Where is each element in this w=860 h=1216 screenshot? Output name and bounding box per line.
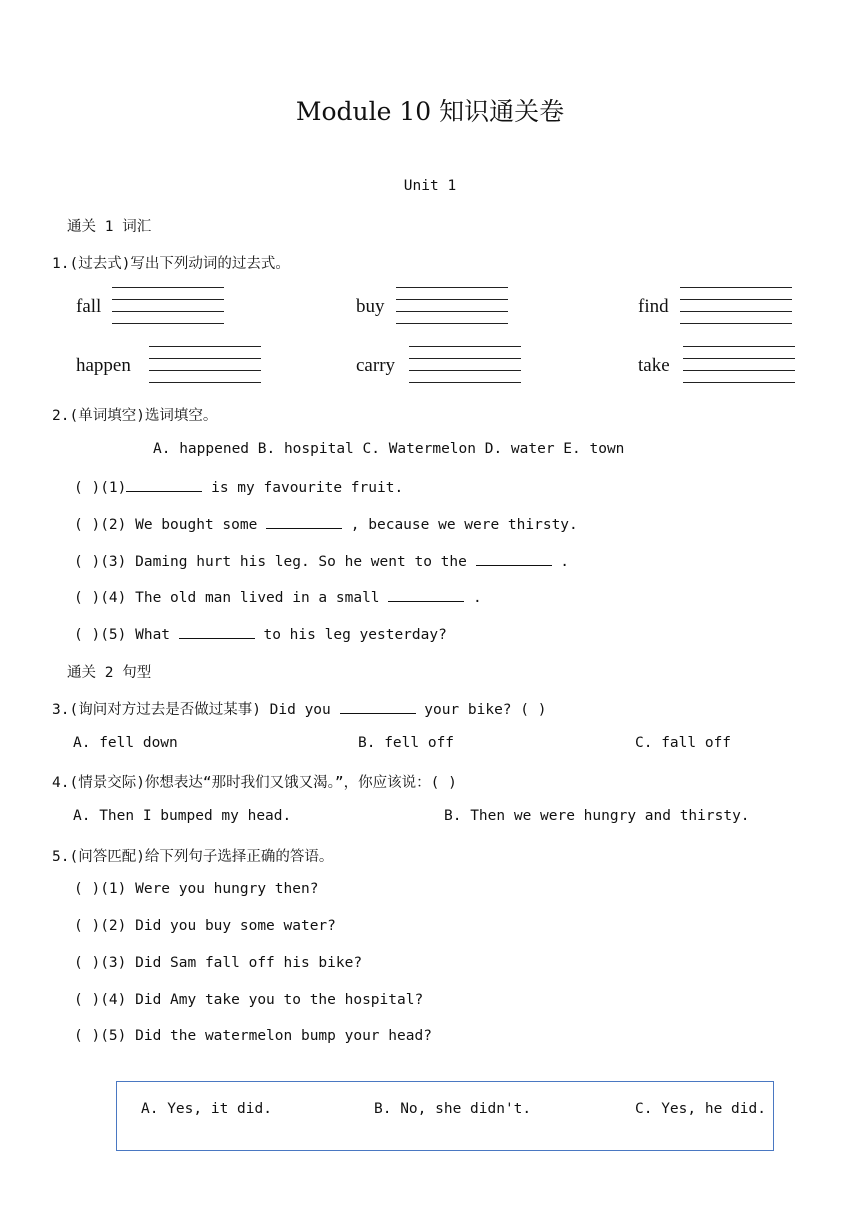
q2-word-options: A. happened B. hospital C. Watermelon D. water E. town: [153, 441, 625, 457]
q2-item-4: [74, 588, 482, 606]
q2-item-1: [74, 478, 403, 496]
answer-lines-fall[interactable]: [112, 287, 224, 335]
section-vocabulary-heading: 通关 1 词汇: [67, 219, 152, 235]
q2-item-3-post: .: [551, 554, 570, 570]
q3-blank[interactable]: [340, 700, 416, 714]
q2-item-5: [74, 625, 447, 643]
q5-item-4: ( )(4) Did Amy take you to the hospital?: [74, 992, 424, 1008]
q2-item-4-blank[interactable]: [388, 588, 464, 602]
answer-lines-find[interactable]: [680, 287, 792, 335]
answer-lines-carry[interactable]: [409, 346, 521, 394]
q5-item-1: ( )(1) Were you hungry then?: [74, 881, 319, 897]
q2-prompt: 2.(单词填空)选词填空。: [52, 408, 218, 424]
q1-prompt: 1.(过去式)写出下列动词的过去式。: [52, 256, 290, 272]
answer-c: C. Yes, he did.: [635, 1101, 766, 1117]
q3-option-a[interactable]: A. fell down: [73, 735, 178, 751]
q5-item-2: ( )(2) Did you buy some water?: [74, 918, 336, 934]
answer-a: A. Yes, it did.: [141, 1101, 272, 1117]
q2-item-2-post: , because we were thirsty.: [342, 517, 578, 533]
q2-item-5-blank[interactable]: [179, 625, 255, 639]
verb-find: find: [638, 296, 669, 317]
answer-lines-buy[interactable]: [396, 287, 508, 335]
page-title: Module 10 知识通关卷: [295, 97, 565, 126]
verb-take: take: [638, 355, 670, 376]
verb-buy: buy: [356, 296, 385, 317]
q2-item-2: [74, 515, 578, 533]
q2-item-1-blank[interactable]: [126, 478, 202, 492]
q2-item-1-post: is my favourite fruit.: [202, 480, 404, 496]
q2-item-5-post: to his leg yesterday?: [254, 627, 447, 643]
verb-happen: happen: [76, 355, 131, 376]
q2-item-4-post: .: [464, 590, 482, 606]
q4-prompt: 4.(情景交际)你想表达“那时我们又饿又渴。”，你应该说：( ): [52, 775, 457, 791]
q3-option-c[interactable]: C. fall off: [635, 735, 732, 751]
q2-item-3-blank[interactable]: [476, 552, 552, 566]
verb-carry: carry: [356, 355, 396, 376]
q4-option-b[interactable]: B. Then we were hungry and thirsty.: [444, 808, 750, 824]
answer-b: B. No, she didn't.: [374, 1101, 532, 1117]
answer-lines-take[interactable]: [683, 346, 795, 394]
answer-lines-happen[interactable]: [149, 346, 261, 394]
q5-item-5: ( )(5) Did the watermelon bump your head?: [74, 1028, 432, 1044]
q2-item-2-pre: ( )(2) We bought some: [74, 517, 267, 533]
q2-item-4-pre: ( )(4) The old man lived in a small: [74, 590, 389, 606]
q3-prompt-post: your bike? ( ): [415, 702, 547, 718]
q3-prompt: [52, 698, 546, 719]
q5-prompt: 5.(问答匹配)给下列句子选择正确的答语。: [52, 849, 334, 865]
verb-fall: fall: [76, 296, 102, 317]
section-sentence-heading: 通关 2 句型: [67, 665, 152, 681]
q3-option-b[interactable]: B. fell off: [358, 735, 455, 751]
q2-item-3: [74, 552, 569, 570]
q2-item-1-pre: ( )(1): [74, 480, 127, 496]
q2-item-3-pre: ( )(3) Daming hurt his leg. So he went to the: [74, 554, 476, 570]
q5-item-3: ( )(3) Did Sam fall off his bike?: [74, 955, 363, 971]
unit-heading: Unit 1: [403, 178, 457, 194]
q2-item-2-blank[interactable]: [266, 515, 342, 529]
q3-prompt-pre: 3.(询问对方过去是否做过某事) Did you: [52, 702, 340, 718]
q4-option-a[interactable]: A. Then I bumped my head.: [73, 808, 292, 824]
q2-item-5-pre: ( )(5) What: [74, 627, 179, 643]
